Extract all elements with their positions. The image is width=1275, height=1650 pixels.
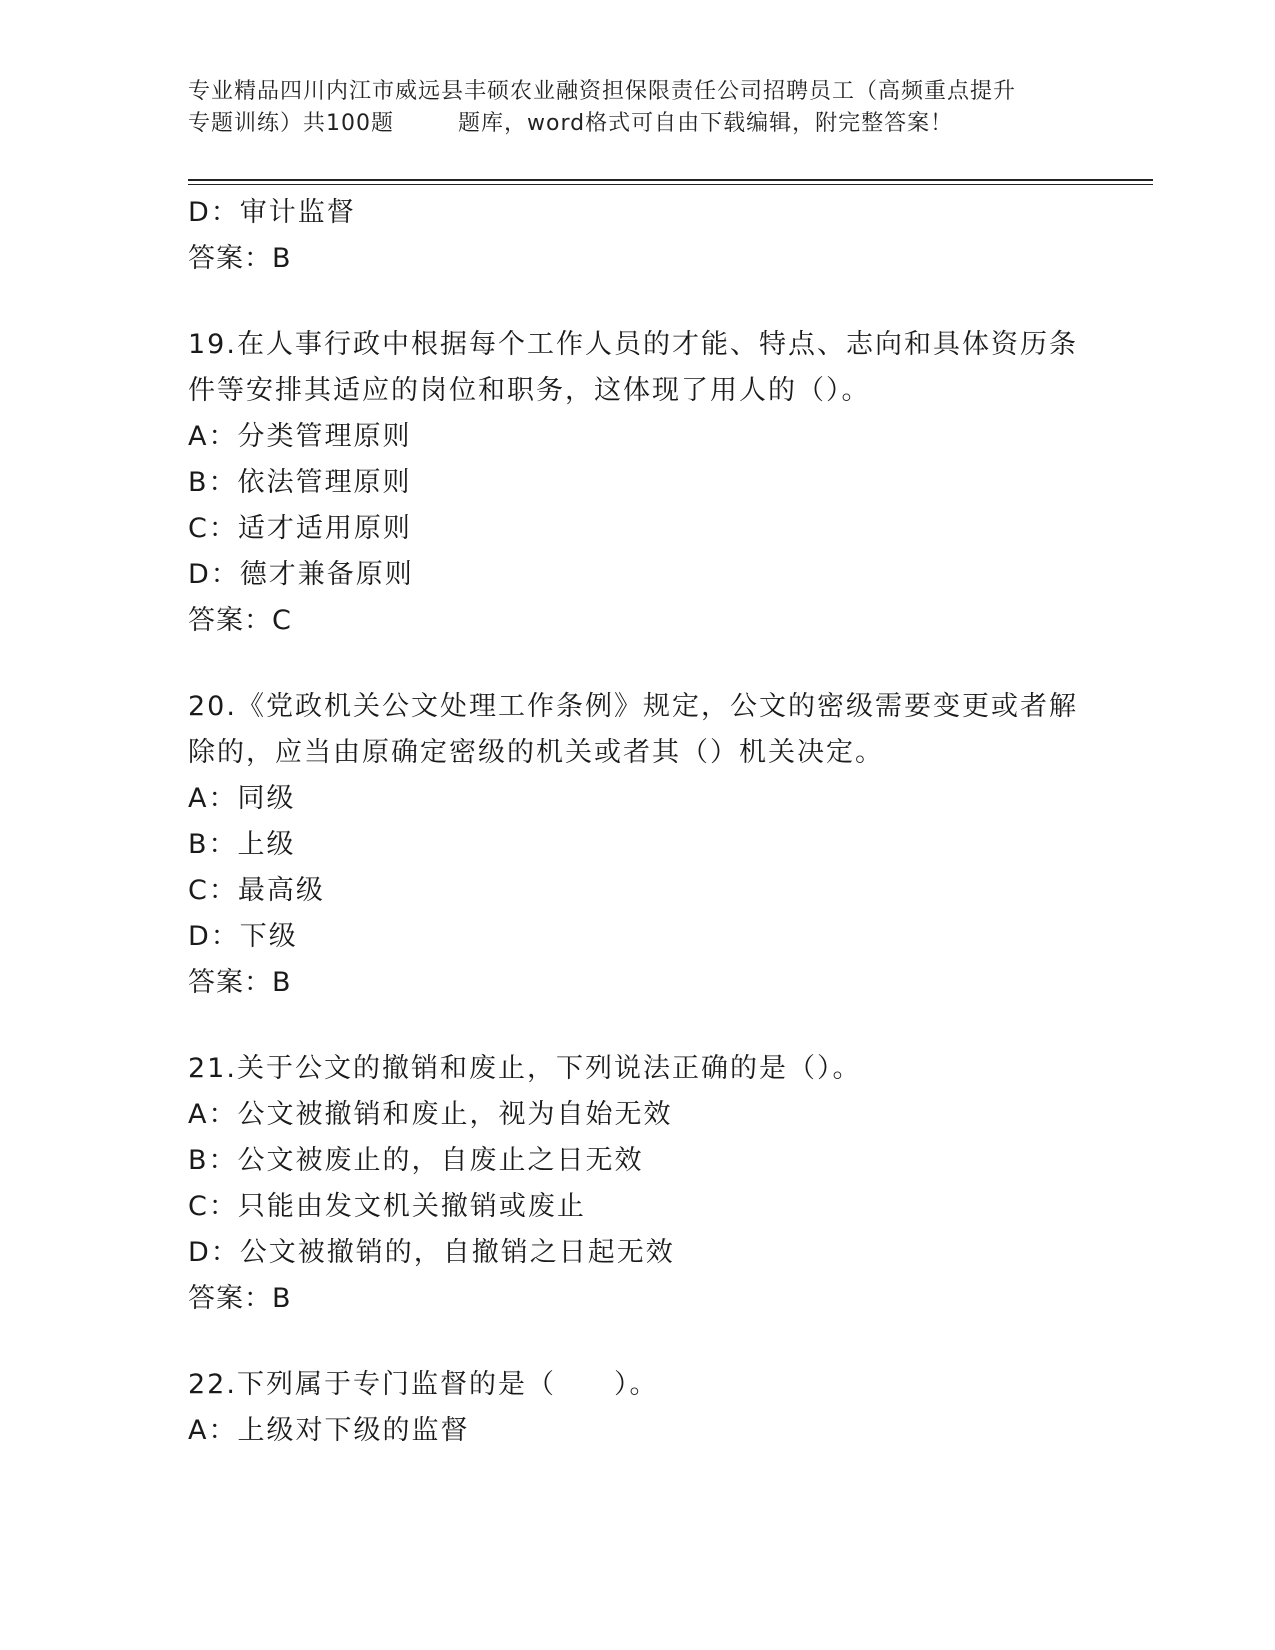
- question-19-option-c: C：适才适用原则: [188, 513, 412, 544]
- question-19: [188, 322, 1088, 644]
- header-line-2-part-a: 专题训练）共100题: [188, 111, 394, 136]
- header-line-2-part-b: 题库，word格式可自由下载编辑，附完整答案！: [458, 111, 954, 136]
- question-19-answer: 答案：C: [188, 605, 292, 636]
- question-20-stem-line-2: 除的，应当由原确定密级的机关或者其（）机关决定。: [188, 737, 884, 768]
- question-20-option-d: D：下级: [188, 921, 298, 952]
- question-21-answer: 答案：B: [188, 1283, 292, 1314]
- question-20-stem-line-1: 20.《党政机关公文处理工作条例》规定，公文的密级需要变更或者解: [188, 691, 1078, 722]
- question-20-option-b: B：上级: [188, 829, 296, 860]
- header-divider-thick: [188, 179, 1153, 181]
- question-21: [188, 1046, 1088, 1322]
- question-19-option-d: D：德才兼备原则: [188, 559, 414, 590]
- question-20-option-a: A：同级: [188, 783, 296, 814]
- question-20-answer: 答案：B: [188, 967, 292, 998]
- question-21-option-b: B：公文被废止的，自废止之日无效: [188, 1145, 644, 1176]
- question-20-option-c: C：最高级: [188, 875, 325, 906]
- header-line-1: 专业精品四川内江市威远县丰硕农业融资担保限责任公司招聘员工（高频重点提升: [188, 79, 1017, 104]
- question-content: [188, 190, 1088, 1454]
- prev-option-d: D：审计监督: [188, 197, 356, 228]
- question-19-stem-line-1: 19.在人事行政中根据每个工作人员的才能、特点、志向和具体资历条: [188, 329, 1078, 360]
- question-19-option-a: A：分类管理原则: [188, 421, 412, 452]
- question-22: [188, 1362, 1088, 1454]
- question-21-option-d: D：公文被撤销的，自撤销之日起无效: [188, 1237, 675, 1268]
- question-21-option-a: A：公文被撤销和废止，视为自始无效: [188, 1099, 673, 1130]
- header-line-2: [188, 108, 1088, 140]
- question-19-option-b: B：依法管理原则: [188, 467, 412, 498]
- document-header: [188, 76, 1088, 140]
- question-19-stem-line-2: 件等安排其适应的岗位和职务，这体现了用人的（）。: [188, 375, 871, 406]
- question-20: [188, 684, 1088, 1006]
- header-divider-thin: [188, 184, 1153, 185]
- question-22-option-a: A：上级对下级的监督: [188, 1415, 470, 1446]
- prev-answer: 答案：B: [188, 243, 292, 274]
- question-22-stem-line-1: 22.下列属于专门监督的是（ ）。: [188, 1369, 659, 1400]
- question-21-option-c: C：只能由发文机关撤销或废止: [188, 1191, 586, 1222]
- question-21-stem-line-1: 21.关于公文的撤销和废止，下列说法正确的是（）。: [188, 1053, 862, 1084]
